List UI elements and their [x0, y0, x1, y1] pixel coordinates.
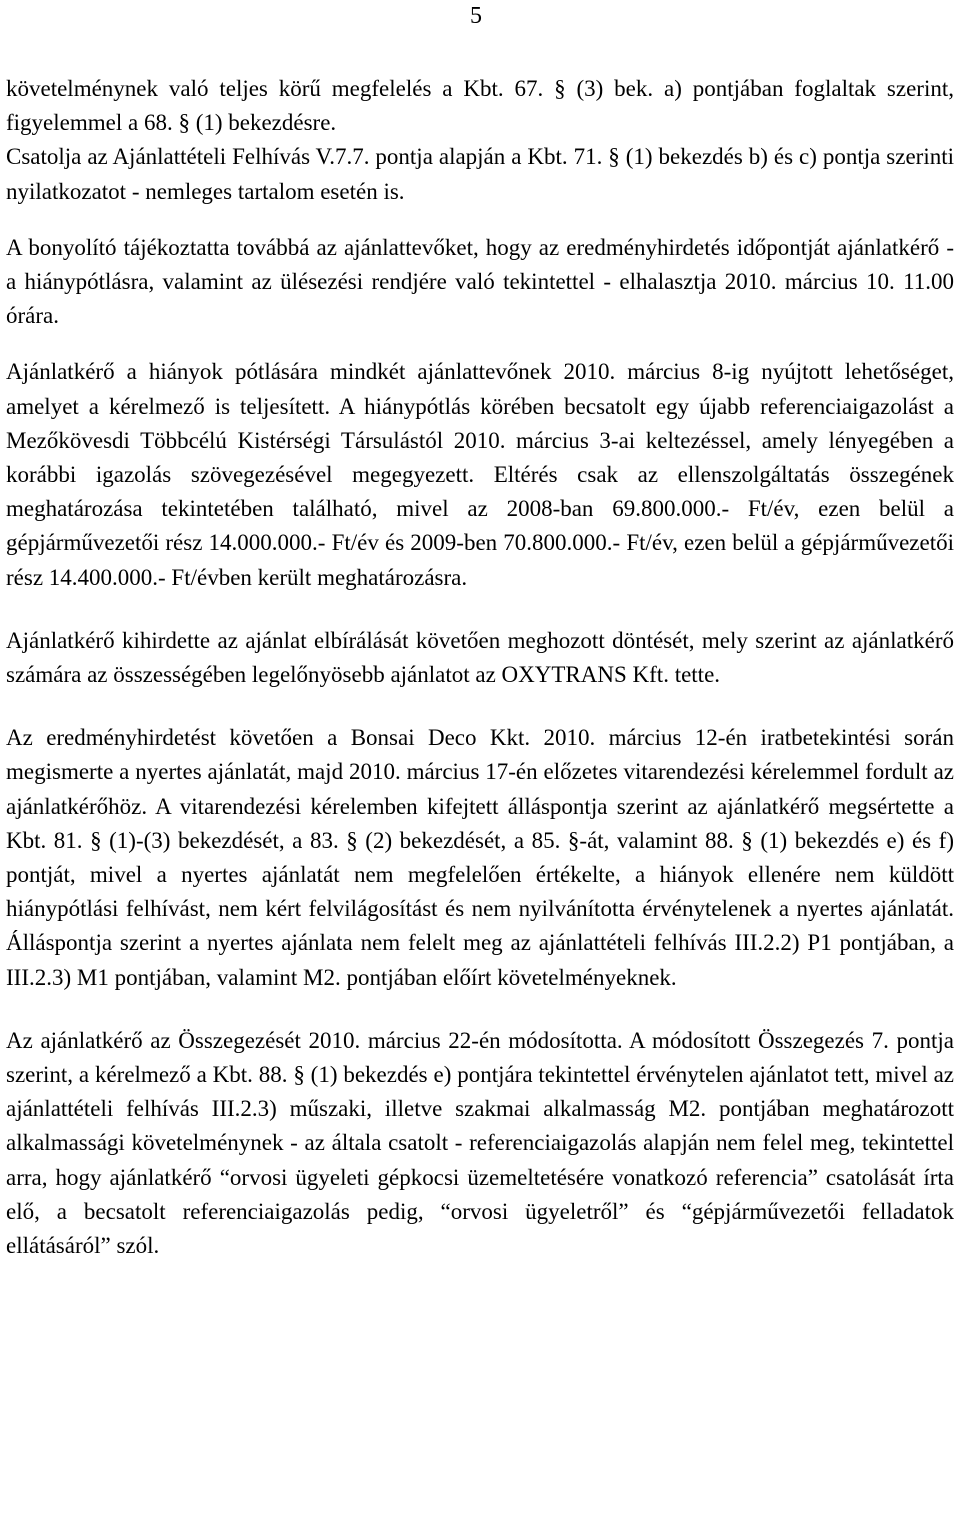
paragraph-dispute-request: Az eredményhirdetést követően a Bonsai Deco Kkt. 2010. március 12-én iratbetekintési során megismerte a nyertes ajánlatát, majd 2010. március 17-én előzetes vitarendezési kérelemmel fordult az ajánlatkérőhöz. A vitarendezési kérelemben kifejtett álláspontja szerint az ajánlatkérő megsértette a Kbt. 81. § (1)-(3) bekezdését, a 83. § (2) bekezdését, a 85. §-át, valamint 88. § (1) bekezdés e) és f) pontját, mivel a nyertes ajánlatát nem megfelelően értékelte, a hiányok ellenére nem küldött hiánypótlási felhívást, nem kért felvilágosítást és nem nyilvánította érvénytelenek a nyertes ajánlatát. Álláspontja szerint a nyertes ajánlata nem felelt meg az ajánlattételi felhívás III.2.2) P1 pontjában, a III.2.3) M1 pontjában, valamint M2. pontjában előírt követelményeknek. — [6, 725, 954, 990]
page-number: 5 — [470, 3, 482, 29]
document-body — [6, 72, 954, 1263]
paragraph-deficiency-remedy: Ajánlatkérő a hiányok pótlására mindkét ajánlattevőnek 2010. március 8-ig nyújtott lehetőséget, amelyet a kérelmező is teljesített. A hiánypótlás körében becsatolt egy újabb referenciaigazolást a Mezőkövesdi Többcélú Kistérségi Társulástól 2010. március 3-ai keltezéssel, amely lényegében a korábbi igazolás szövegezésével megegyezett. Eltérés csak az ellenszolgáltatás összegének meghatározása tekintetében található, mivel az 2008-ban 69.800.000.- Ft/év, ezen belül a gépjárművezetői rész 14.000.000.- Ft/év és 2009-ben 70.800.000.- Ft/év, ezen belül a gépjárművezetői rész 14.400.000.- Ft/évben került meghatározásra. — [6, 359, 954, 590]
paragraph-amended-summary: Az ajánlatkérő az Összegezését 2010. március 22-én módosította. A módosított Összegezés 7. pontja szerint, a kérelmező a Kbt. 88. § (1) bekezdés e) pontjára tekintettel érvénytelen ajánlatot tett, mivel az ajánlattételi felhívás III.2.3) műszaki, illetve szakmai alkalmasság M2. pontjában meghatározott alkalmassági követelménynek - az általa csatolt - referenciaigazolás alapján nem felel meg, tekintettel arra, hogy ajánlatkérő “orvosi ügyeleti gépkocsi üzemeltetésére vonatkozó referencia” csatolását írta elő, a becsatolt referenciaigazolás pedig, “orvosi ügyeletről” és “gépjárművezetői felladatok ellátásáról” szól. — [6, 1027, 954, 1259]
paragraph-requirements: követelménynek való teljes körű megfelelés a Kbt. 67. § (3) bek. a) pontjában foglaltak szerint, figyelemmel a 68. § (1) bekezdésre. Csatolja az Ajánlattételi Felhívás V.7.7. pontja alapján a Kbt. 71. § (1) bekezdés b) és c) pontja szerinti nyilatkozatot - nemleges tartalom esetén is. — [6, 76, 954, 204]
paragraph-decision: Ajánlatkérő kihirdette az ajánlat elbírálását követően meghozott döntését, mely szerint az ajánlatkérő számára az összességében legelőnyösebb ajánlatot az OXYTRANS Kft. tette. — [6, 627, 954, 688]
paragraph-postponement: A bonyolító tájékoztatta továbbá az ajánlattevőket, hogy az eredményhirdetés időpontját ajánlatkérő - a hiánypótlásra, valamint az ülésezési rendjére való tekintettel - elhalasztja 2010. március 10. 11.00 órára. — [6, 234, 954, 329]
